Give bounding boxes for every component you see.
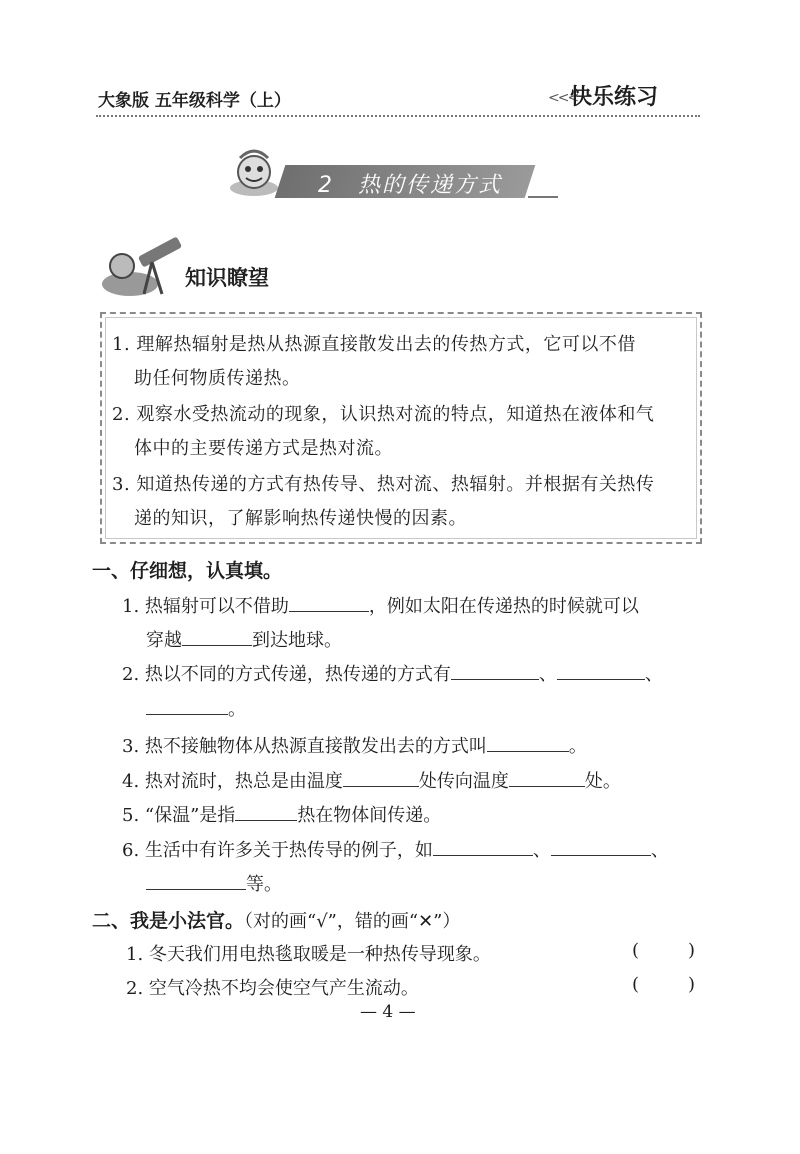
- answer-blank[interactable]: [146, 696, 228, 715]
- q-text: 等。: [246, 874, 282, 895]
- question-1-6: [122, 836, 669, 862]
- q-text: 处传向温度: [418, 771, 509, 792]
- q-text: 热在物体间传递。: [297, 805, 442, 826]
- answer-paren-close: ): [688, 974, 696, 995]
- answer-blank[interactable]: [146, 871, 246, 890]
- knowledge-line: 1. 理解热辐射是热从热源直接散发出去的传热方式，它可以不借: [112, 334, 636, 355]
- question-2-2: 2. 空气冷热不均会使空气产生流动。: [126, 978, 419, 999]
- title-underline: [528, 196, 558, 198]
- knowledge-line: 递的知识，了解影响热传递快慢的因素。: [134, 508, 467, 529]
- answer-blank[interactable]: [343, 768, 419, 787]
- header-book-title: 大象版 五年级科学（上）: [98, 91, 291, 111]
- answer-blank[interactable]: [182, 627, 252, 646]
- knowledge-line: 体中的主要传递方式是热对流。: [134, 438, 393, 459]
- q-text: 4. 热对流时，热总是由温度: [122, 771, 343, 792]
- header-arrows: <<<: [548, 90, 578, 106]
- header-divider: [96, 115, 700, 117]
- part1-heading: 一、仔细想，认真填。: [92, 560, 283, 582]
- answer-blank[interactable]: [451, 661, 539, 680]
- telescope-icon: [100, 232, 190, 300]
- answer-blank[interactable]: [289, 593, 369, 612]
- knowledge-line: 助任何物质传递热。: [134, 368, 301, 389]
- answer-paren-open[interactable]: (: [632, 940, 640, 961]
- q-text: 3. 热不接触物体从热源直接散发出去的方式叫: [122, 736, 487, 757]
- answer-blank[interactable]: [557, 661, 645, 680]
- q-text: 1. 热辐射可以不借助: [122, 596, 289, 617]
- question-2-1: 1. 冬天我们用电热毯取暖是一种热传导现象。: [126, 944, 491, 965]
- answer-blank[interactable]: [433, 837, 533, 856]
- question-1-5: [122, 801, 441, 827]
- cartoon-mascot-icon: [226, 144, 282, 200]
- question-1-1: [122, 592, 639, 618]
- period: 。: [228, 699, 246, 720]
- header-series-title: 快乐练习: [570, 85, 659, 110]
- period: 。: [568, 736, 587, 757]
- answer-blank[interactable]: [487, 733, 569, 752]
- q-text: 处。: [584, 771, 621, 792]
- separator: 、: [538, 664, 557, 685]
- question-1-3: [122, 732, 587, 758]
- answer-paren-open[interactable]: (: [632, 974, 640, 995]
- question-1-6-cont: [146, 870, 282, 896]
- question-1-2: [122, 660, 663, 686]
- separator: 、: [532, 840, 551, 861]
- lesson-title: 2 热的传递方式: [318, 173, 502, 198]
- answer-blank[interactable]: [551, 837, 651, 856]
- answer-paren-close: ): [688, 940, 696, 961]
- separator: 、: [644, 664, 663, 685]
- q-text: 6. 生活中有许多关于热传导的例子，如: [122, 840, 433, 861]
- section-title-knowledge: 知识瞭望: [185, 266, 269, 290]
- knowledge-line: 2. 观察水受热流动的现象，认识热对流的特点，知道热在液体和气: [112, 404, 655, 425]
- q-text: 2. 热以不同的方式传递，热传递的方式有: [122, 664, 451, 685]
- page-number: — 4 —: [360, 1002, 416, 1022]
- q-text: ，例如太阳在传递热的时候就可以: [368, 596, 639, 617]
- part2-title: 二、我是小法官。: [92, 910, 245, 932]
- q-text: 到达地球。: [252, 630, 342, 651]
- part2-heading: [92, 906, 460, 933]
- answer-blank[interactable]: [509, 768, 585, 787]
- q-text: 5. “保温”是指: [122, 805, 236, 826]
- question-1-4: [122, 767, 621, 793]
- part2-instruction: （对的画“√”，错的画“✕”）: [244, 911, 461, 932]
- separator: 、: [650, 840, 669, 861]
- question-1-1-cont: [146, 626, 342, 652]
- q-text: 穿越: [146, 630, 182, 651]
- question-1-2-cont: [146, 695, 246, 721]
- answer-blank[interactable]: [235, 802, 297, 821]
- knowledge-line: 3. 知道热传递的方式有热传导、热对流、热辐射。并根据有关热传: [112, 474, 655, 495]
